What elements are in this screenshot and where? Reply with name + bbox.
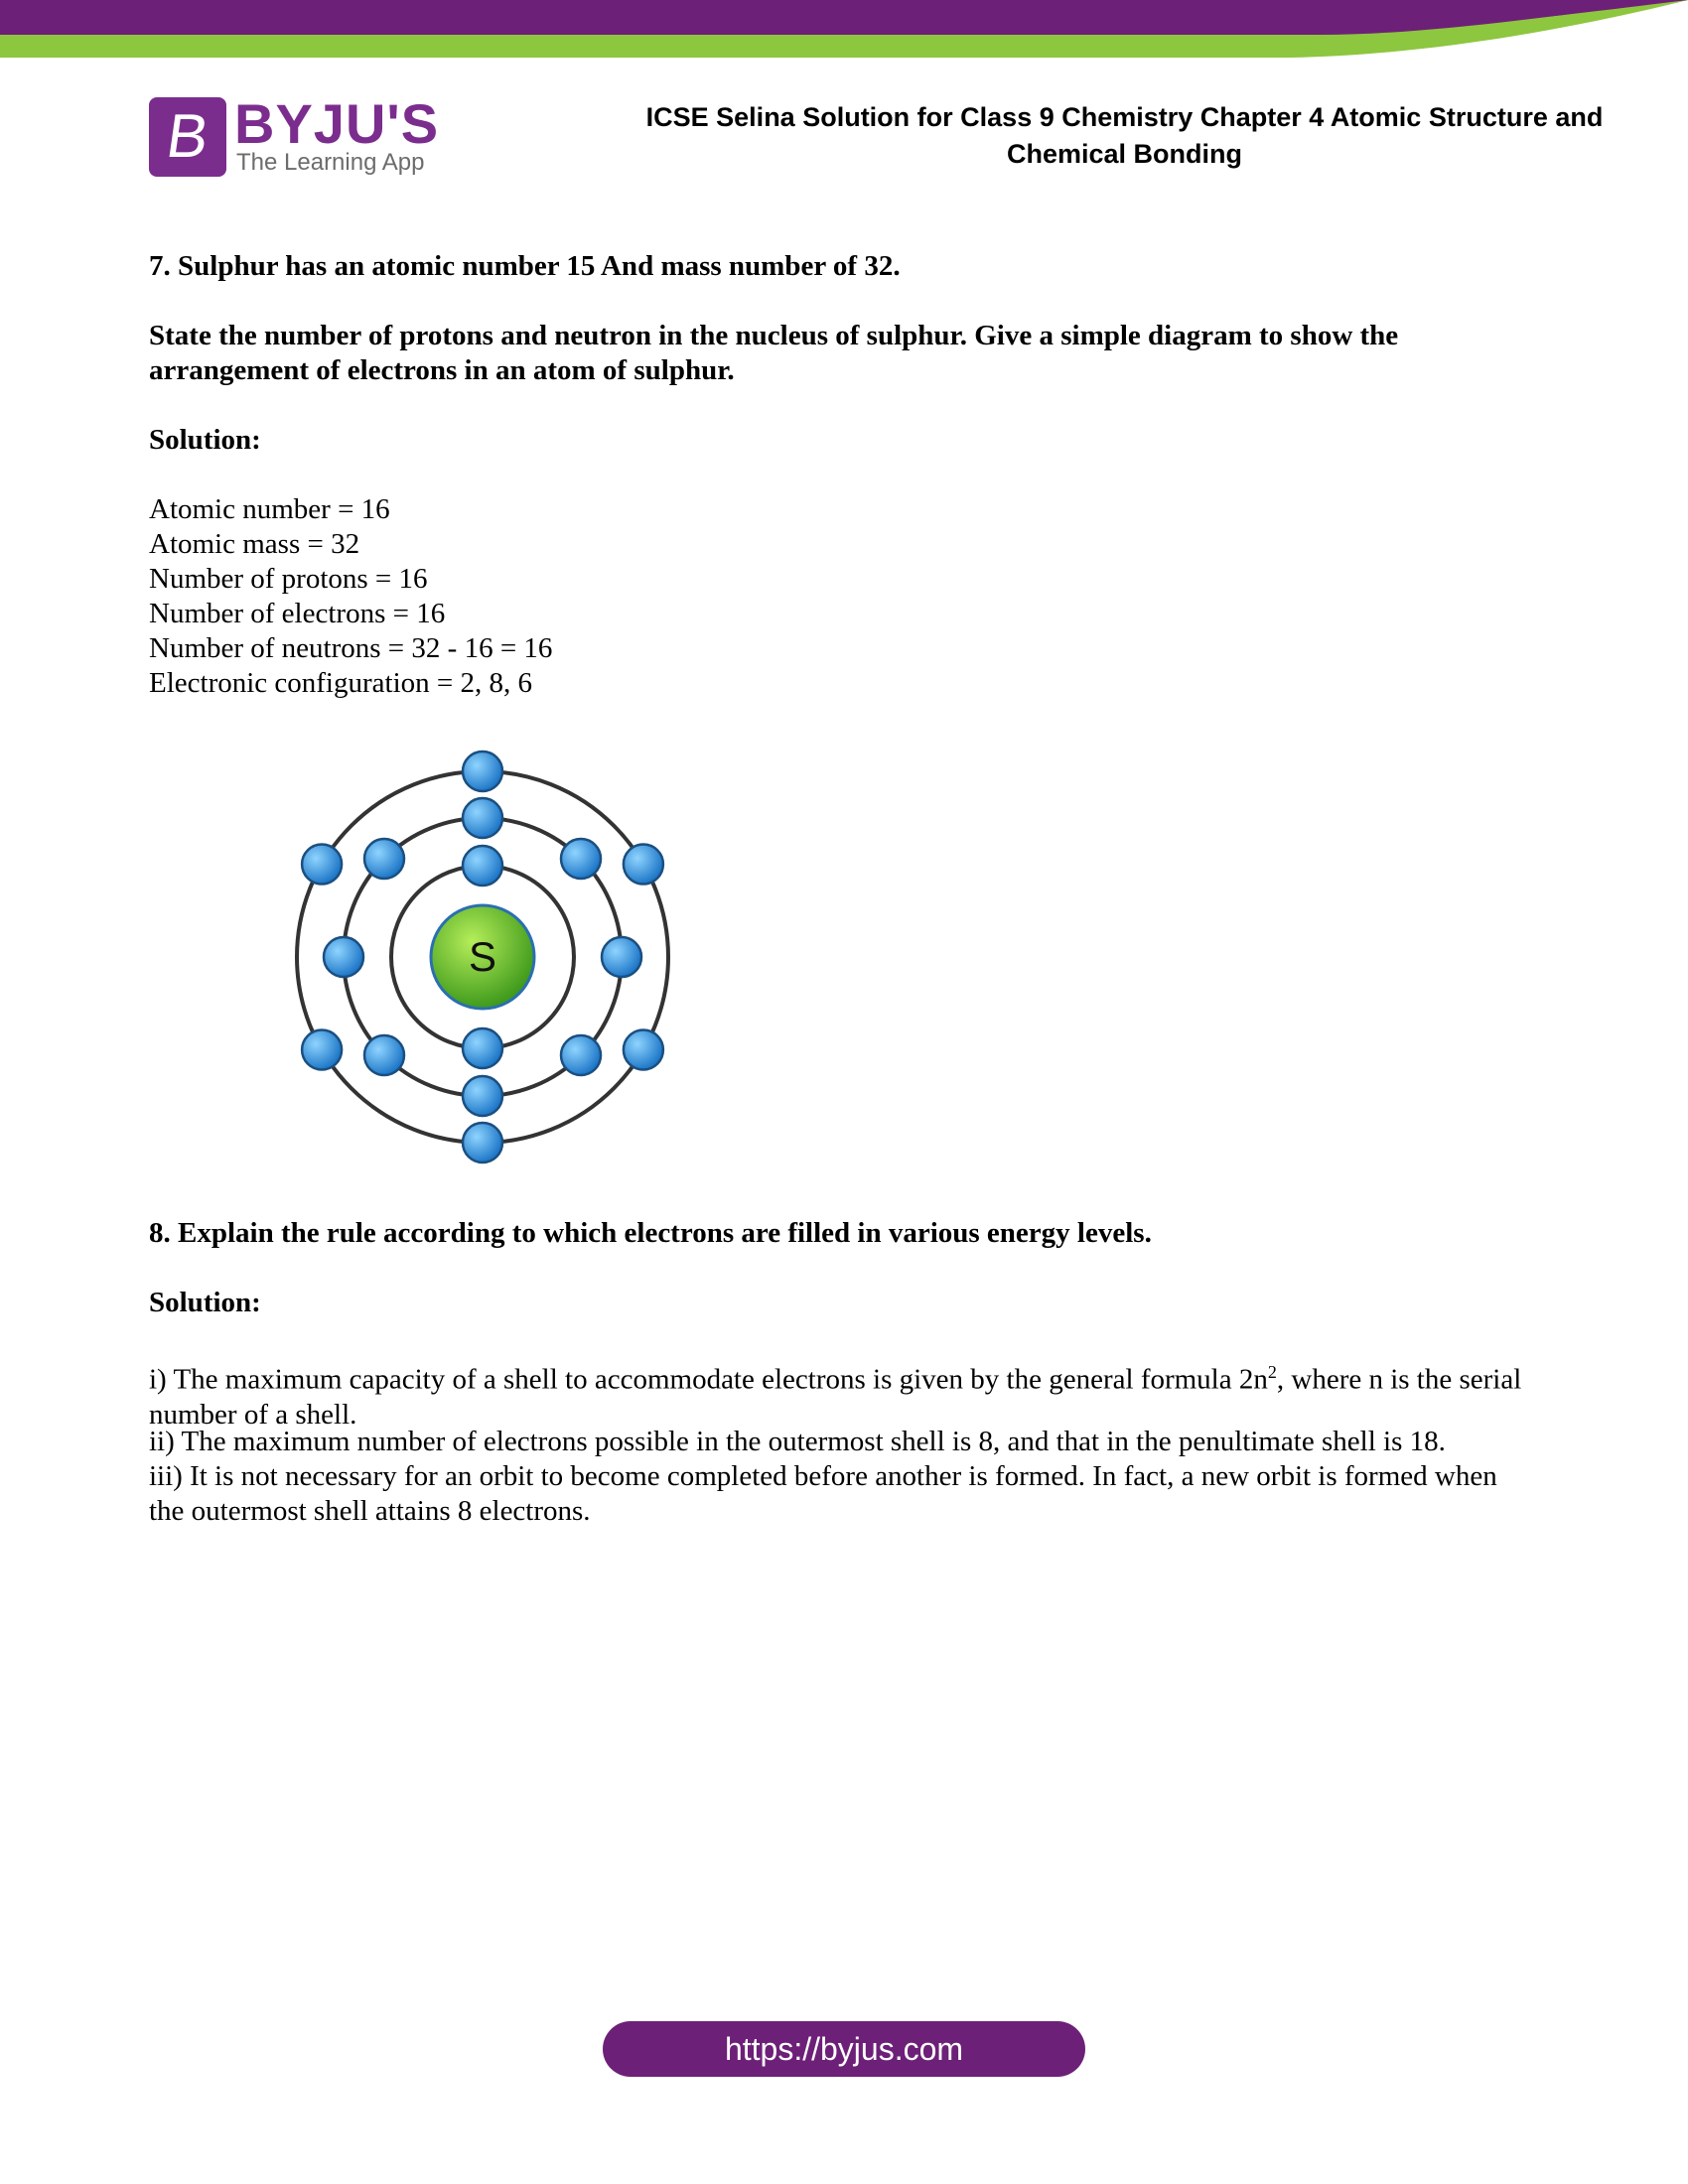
byjus-logo xyxy=(149,92,447,181)
electron-shell-2 xyxy=(463,1076,502,1116)
solution-line: Electronic configuration = 2, 8, 6 xyxy=(149,667,532,699)
electron-shell-2 xyxy=(463,798,502,838)
solution-7-lines xyxy=(149,492,1539,701)
solution-line: Atomic number = 16 xyxy=(149,493,390,525)
solution-label-7: Solution: xyxy=(149,424,261,456)
solution-line: Number of neutrons = 32 - 16 = 16 xyxy=(149,632,553,664)
electron-shell-2 xyxy=(561,1035,601,1075)
electron-shell-2 xyxy=(561,839,601,879)
electron-shell-3 xyxy=(624,845,663,885)
point-1-text-end: , where n is the serial number of a shell. xyxy=(149,1363,1522,1431)
electron-shell-2 xyxy=(324,937,363,977)
solution-8-point-2: ii) The maximum number of electrons possible in the outermost shell is 8, and that in the penultimate shell is 18. xyxy=(149,1426,1446,1457)
solution-line: Number of protons = 16 xyxy=(149,563,428,595)
footer-url-link[interactable]: https://byjus.com xyxy=(603,2021,1085,2077)
brand-tagline: The Learning App xyxy=(236,149,425,176)
electron-shell-2 xyxy=(364,839,404,879)
solution-label-8: Solution: xyxy=(149,1287,261,1318)
question-8: 8. Explain the rule according to which electrons are filled in various energy levels. xyxy=(149,1217,1152,1249)
solution-8-point-3: iii) It is not necessary for an orbit to become completed before another is formed. In fact, a new orbit is formed when the outermost shell attains 8 electrons. xyxy=(149,1460,1497,1527)
solution-8-point-1 xyxy=(149,1355,1539,1433)
document-title: ICSE Selina Solution for Class 9 Chemistry Chapter 4 Atomic Structure and Chemical Bonding xyxy=(645,102,1604,169)
electron-shell-3 xyxy=(624,1030,663,1070)
header-band xyxy=(0,0,1688,69)
electron-shell-1 xyxy=(463,846,502,886)
electron-shell-3 xyxy=(302,845,342,885)
solution-line: Atomic mass = 32 xyxy=(149,528,360,560)
question-7-detail: State the number of protons and neutron in the nucleus of sulphur. Give a simple diagram to show the arrangement of electrons in an atom of sulphur. xyxy=(149,320,1399,386)
electron-shell-2 xyxy=(364,1035,404,1075)
electron-shell-3 xyxy=(463,1123,502,1162)
electron-shell-1 xyxy=(463,1028,502,1068)
brand-name: BYJU'S xyxy=(234,92,440,155)
logo-mark xyxy=(149,97,226,177)
logo-letter: B xyxy=(162,102,213,171)
solution-line: Number of electrons = 16 xyxy=(149,598,446,629)
sulphur-atom-diagram xyxy=(288,749,685,1165)
nucleus-symbol: S xyxy=(468,933,497,980)
point-1-superscript: 2 xyxy=(1267,1362,1277,1382)
electron-shell-2 xyxy=(602,937,641,977)
electron-shell-3 xyxy=(302,1030,342,1070)
electron-shell-3 xyxy=(463,751,502,791)
point-1-text: i) The maximum capacity of a shell to accommodate electrons is given by the general formula 2n xyxy=(149,1363,1268,1396)
question-7: 7. Sulphur has an atomic number 15 And mass number of 32. xyxy=(149,250,901,282)
